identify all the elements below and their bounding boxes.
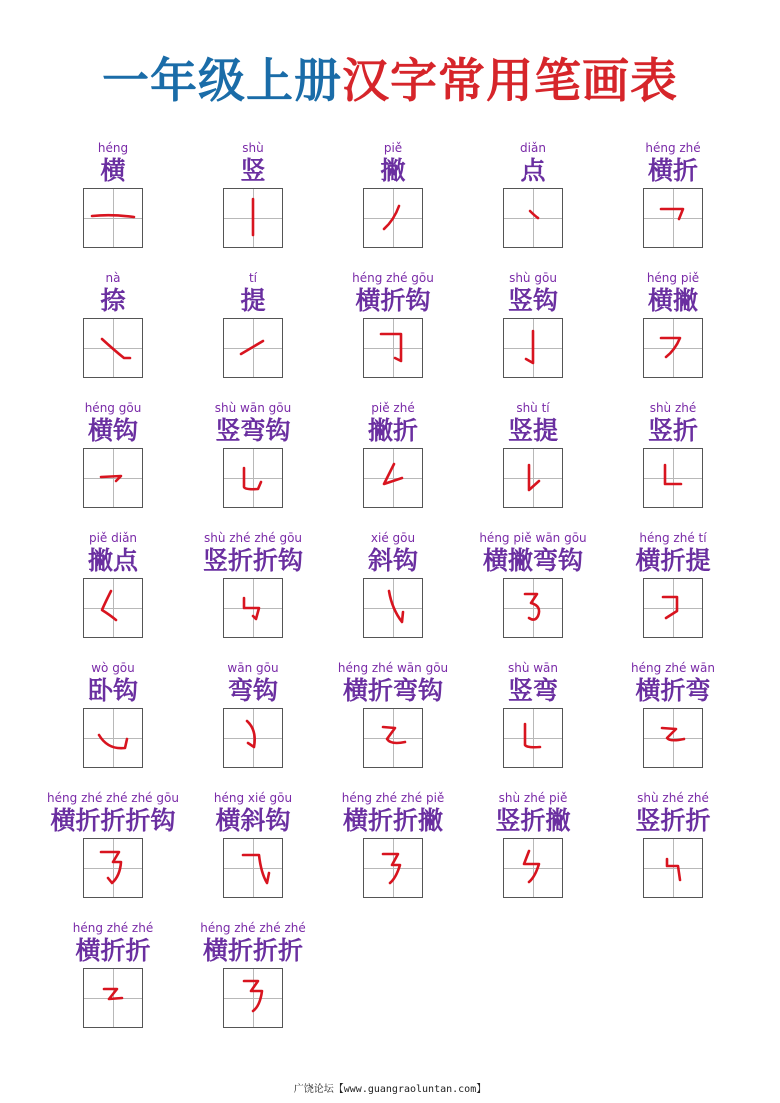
stroke-item [463, 136, 603, 266]
tian-grid-box [83, 578, 143, 638]
stroke-pinyin: héng zhé zhé [72, 921, 154, 935]
stroke-pinyin: xié gōu [370, 531, 416, 545]
stroke-item [183, 916, 323, 1046]
tian-grid-box [223, 578, 283, 638]
hengzhewan-stroke-icon [644, 709, 702, 767]
stroke-name: 横折提 [635, 546, 711, 575]
stroke-item [603, 396, 743, 526]
tian-grid-box [503, 708, 563, 768]
stroke-item [43, 656, 183, 786]
tian-grid-box [363, 318, 423, 378]
hengzhezhepie-stroke-icon [364, 839, 422, 897]
stroke-pinyin: héng zhé wān gōu [337, 661, 449, 675]
stroke-item [463, 656, 603, 786]
shuwangou-stroke-icon [224, 449, 282, 507]
tian-grid-box [643, 318, 703, 378]
shuzhezhe-stroke-icon [644, 839, 702, 897]
stroke-pinyin: héng zhé [645, 141, 701, 155]
tian-grid-box [223, 968, 283, 1028]
shugou-stroke-icon [504, 319, 562, 377]
stroke-item [603, 136, 743, 266]
tian-grid-box [643, 188, 703, 248]
stroke-name: 横折折折钩 [50, 806, 176, 835]
stroke-pinyin: wò gōu [91, 661, 135, 675]
stroke-item [463, 266, 603, 396]
stroke-item [323, 656, 463, 786]
stroke-name: 横 [100, 156, 126, 185]
stroke-item [43, 396, 183, 526]
stroke-item [183, 526, 323, 656]
tian-grid-box [643, 838, 703, 898]
tian-grid-box [363, 188, 423, 248]
stroke-pinyin: héng zhé zhé zhé gōu [47, 791, 179, 805]
dian-stroke-icon [504, 189, 562, 247]
hengzhewangou-stroke-icon [364, 709, 422, 767]
stroke-name: 横折 [647, 156, 698, 185]
stroke-pinyin: nà [105, 271, 121, 285]
stroke-name: 横折折折 [202, 936, 303, 965]
stroke-name: 竖折折钩 [202, 546, 303, 575]
stroke-name: 撇折 [367, 416, 418, 445]
stroke-item [463, 786, 603, 916]
tian-grid-box [503, 188, 563, 248]
stroke-name: 横钩 [87, 416, 138, 445]
stroke-name: 横折钩 [355, 286, 431, 315]
stroke-name: 撇 [380, 156, 406, 185]
tian-grid-box [83, 708, 143, 768]
stroke-pinyin: piě diǎn [88, 531, 138, 545]
stroke-pinyin: shù zhé zhé gōu [203, 531, 303, 545]
stroke-item [603, 786, 743, 916]
shuwan-stroke-icon [504, 709, 562, 767]
ti-stroke-icon [224, 319, 282, 377]
stroke-name: 撇点 [87, 546, 138, 575]
stroke-name: 竖提 [507, 416, 558, 445]
stroke-item [463, 526, 603, 656]
stroke-item [43, 526, 183, 656]
na-stroke-icon [84, 319, 142, 377]
stroke-name: 弯钩 [227, 676, 278, 705]
tian-grid-box [643, 578, 703, 638]
stroke-pinyin: shù zhé piě [498, 791, 568, 805]
stroke-name: 竖弯 [507, 676, 558, 705]
piezhe-stroke-icon [364, 449, 422, 507]
stroke-item [603, 656, 743, 786]
stroke-pinyin: diǎn [520, 141, 546, 155]
stroke-pinyin: héng zhé zhé zhé [200, 921, 306, 935]
stroke-item [603, 526, 743, 656]
stroke-pinyin: héng zhé gōu [352, 271, 434, 285]
hengzhezhezhe-stroke-icon [224, 969, 282, 1027]
henggou-stroke-icon [84, 449, 142, 507]
tian-grid-box [223, 448, 283, 508]
stroke-name: 竖折折 [635, 806, 711, 835]
stroke-item [183, 786, 323, 916]
stroke-name: 横折折 [75, 936, 151, 965]
stroke-name: 竖钩 [507, 286, 558, 315]
title-part-1: 一年级上册 [102, 54, 342, 109]
hengxiegou-stroke-icon [224, 839, 282, 897]
tian-grid-box [363, 708, 423, 768]
shuzhe-stroke-icon [644, 449, 702, 507]
stroke-name: 竖折 [647, 416, 698, 445]
shu-stroke-icon [224, 189, 282, 247]
stroke-pinyin: héng piě wān gōu [479, 531, 587, 545]
stroke-pinyin: shù gōu [509, 271, 557, 285]
stroke-pinyin: piě [383, 141, 403, 155]
stroke-name: 横折弯钩 [342, 676, 443, 705]
stroke-name: 横斜钩 [215, 806, 291, 835]
tian-grid-box [503, 578, 563, 638]
tian-grid-box [83, 188, 143, 248]
tian-grid-box [83, 968, 143, 1028]
stroke-name: 横折折撇 [342, 806, 443, 835]
page-title [0, 52, 780, 112]
stroke-name: 横撇弯钩 [482, 546, 583, 575]
stroke-name: 斜钩 [367, 546, 418, 575]
stroke-item [323, 136, 463, 266]
hengzheti-stroke-icon [644, 579, 702, 637]
tian-grid-box [223, 318, 283, 378]
stroke-pinyin: shù [242, 141, 264, 155]
hengpiewangou-stroke-icon [504, 579, 562, 637]
stroke-item [43, 916, 183, 1046]
tian-grid-box [83, 318, 143, 378]
stroke-item [323, 396, 463, 526]
stroke-item [43, 786, 183, 916]
shuzhezhegou-stroke-icon [224, 579, 282, 637]
hengzhegou-stroke-icon [364, 319, 422, 377]
stroke-name: 点 [520, 156, 546, 185]
tian-grid-box [503, 448, 563, 508]
stroke-item [323, 266, 463, 396]
stroke-name: 横撇 [647, 286, 698, 315]
stroke-name: 卧钩 [87, 676, 138, 705]
stroke-item [183, 266, 323, 396]
stroke-pinyin: shù tí [516, 401, 550, 415]
stroke-table [43, 136, 743, 1046]
stroke-item [183, 656, 323, 786]
stroke-pinyin: shù zhé zhé [637, 791, 709, 805]
stroke-pinyin: piě zhé [371, 401, 415, 415]
footer-source: 广饶论坛【www.guangraoluntan.com】 [293, 1084, 487, 1095]
wogou-stroke-icon [84, 709, 142, 767]
stroke-name: 提 [240, 286, 266, 315]
tian-grid-box [223, 188, 283, 248]
stroke-pinyin: shù zhé [649, 401, 697, 415]
stroke-name: 竖折撇 [495, 806, 571, 835]
tian-grid-box [83, 448, 143, 508]
tian-grid-box [223, 838, 283, 898]
title-part-2: 汉字常用笔画表 [342, 54, 678, 109]
stroke-item [323, 786, 463, 916]
stroke-pinyin: tí [248, 271, 258, 285]
tian-grid-box [643, 708, 703, 768]
tian-grid-box [223, 708, 283, 768]
pie-stroke-icon [364, 189, 422, 247]
stroke-name: 捺 [100, 286, 126, 315]
hengzhezhezhegou-stroke-icon [84, 839, 142, 897]
hengzhe-stroke-icon [644, 189, 702, 247]
stroke-name: 竖 [240, 156, 266, 185]
heng-stroke-icon [84, 189, 142, 247]
tian-grid-box [363, 448, 423, 508]
hengpie-stroke-icon [644, 319, 702, 377]
stroke-item [603, 266, 743, 396]
stroke-pinyin: héng zhé zhé piě [341, 791, 445, 805]
tian-grid-box [503, 838, 563, 898]
stroke-pinyin: wān gōu [227, 661, 279, 675]
stroke-item [43, 266, 183, 396]
xiegou-stroke-icon [364, 579, 422, 637]
piedian-stroke-icon [84, 579, 142, 637]
stroke-pinyin: shù wān gōu [214, 401, 292, 415]
stroke-pinyin: héng xié gōu [213, 791, 293, 805]
stroke-item [463, 396, 603, 526]
stroke-item [183, 396, 323, 526]
tian-grid-box [363, 578, 423, 638]
stroke-pinyin: héng gōu [84, 401, 142, 415]
stroke-item [183, 136, 323, 266]
stroke-pinyin: shù wān [507, 661, 559, 675]
stroke-pinyin: héng [97, 141, 129, 155]
wangou-stroke-icon [224, 709, 282, 767]
tian-grid-box [363, 838, 423, 898]
shuti-stroke-icon [504, 449, 562, 507]
tian-grid-box [503, 318, 563, 378]
stroke-pinyin: héng piě [646, 271, 700, 285]
stroke-item [323, 526, 463, 656]
stroke-pinyin: héng zhé wān [631, 661, 715, 675]
stroke-name: 横折弯 [635, 676, 711, 705]
stroke-name: 竖弯钩 [215, 416, 291, 445]
tian-grid-box [83, 838, 143, 898]
hengzhezhe-stroke-icon [84, 969, 142, 1027]
stroke-item [43, 136, 183, 266]
tian-grid-box [643, 448, 703, 508]
shuzhepie-stroke-icon [504, 839, 562, 897]
stroke-pinyin: héng zhé tí [639, 531, 707, 545]
